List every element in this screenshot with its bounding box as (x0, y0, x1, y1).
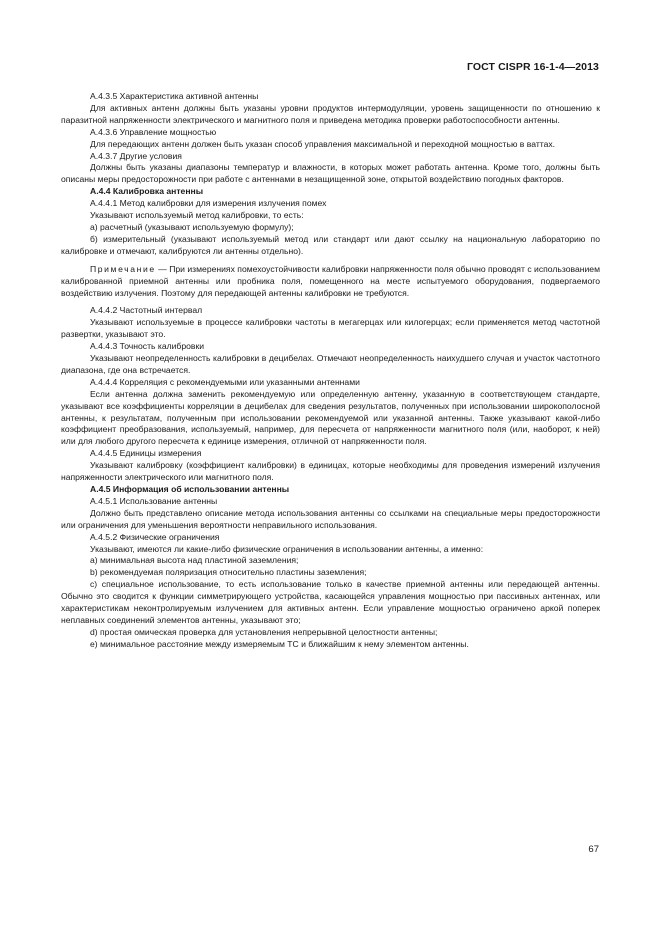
paragraph: А.4.5.1 Использование антенны (90, 495, 218, 506)
note-label: Примечание (90, 263, 156, 274)
section-heading: А.4.5 Информация об использовании антенны (90, 484, 290, 494)
section-heading: А.4.4 Калибровка антенны (90, 186, 204, 197)
paragraph: Указывают неопределенность калибровки в децибелах. Отмечают неопределенность наихудшего случая и участок частотного диапазона, где она встречается. (61, 353, 600, 375)
paragraph: Если антенна должна заменить рекомендуемую или определенную антенну, указанную в соответствующем стандарте, указывают все коэффициенты корреляции в децибелах для сведения результатов, полученных при использовании широкополосной антенны, к результатам, полученным при использовании рекомендуемой или указанной антенны. Также указывают какой-либо коэффициент преобразования, используемый, например, для пересчета от напряженности магнитного поля (или, наоборот, к ней) или для любого другого пересчета к единице измерения, отличной от напряженности поля. (61, 388, 600, 447)
paragraph: А.4.3.6 Управление мощностью (90, 126, 217, 137)
paragraph: с) специальное использование, то есть использование только в качестве приемной антенны или передающей антенны. Обычно это сводится к функции симметрирующего устройства, касающейся управления мощностью при пассивных антеннах, или характеристикам неконтролируемым излучением для активных антенн. Если управление мощностью ограничено аркой поперек неплавных соединений элементов антенны, указывают это; (61, 579, 600, 625)
paragraph: d) простая омическая проверка для установления непрерывной целостности антенны; (90, 626, 438, 637)
note-text: — При измерениях помехоустойчивости калибровки напряженности поля обычно проводят с использованием калиброванной приемной антенны или пробника поля, помещенного на месте испытуемого оборудования, подвергаемого воздействию излучения. Поэтому для передающей антенны калибровки не требуются. (61, 263, 600, 298)
paragraph: а) минимальная высота над пластиной заземления; (90, 555, 299, 566)
paragraph: А.4.4.4 Корреляция с рекомендуемыми или указанными антеннами (90, 376, 360, 387)
paragraph: А.4.5.2 Физические ограничения (90, 531, 220, 542)
paragraph: А.4.3.5 Характеристика активной антенны (90, 91, 259, 101)
paragraph: Указывают используемые в процессе калибровки частоты в мегагерцах или килогерцах; если применяется метод частотной развертки, указывают это. (61, 317, 600, 340)
page-number: 67 (588, 844, 599, 855)
paragraph: А.4.4.3 Точность калибровки (90, 341, 205, 352)
paragraph: А.4.4.5 Единицы измерения (90, 448, 202, 459)
paragraph: Должно быть представлено описание метода использования антенны со ссылками на специальные меры предосторожности или ограничения для уменьшения вероятности неправильного использования. (61, 507, 600, 530)
paragraph: А.4.4.1 Метод калибровки для измерения излучения помех (90, 198, 327, 209)
note-paragraph (61, 264, 600, 300)
paragraph: Для передающих антенн должен быть указан способ управления максимальной и переходной мощностью в ваттах. (90, 138, 556, 149)
paragraph: Должны быть указаны диапазоны температур и влажности, в которых может работать антенна. Кроме того, должны быть описаны меры предосторожности при работе с антеннами в незащищенной зоне, открытой воздействию погодных факторов. (61, 162, 600, 185)
document-body (61, 91, 600, 651)
paragraph: е) минимальное расстояние между измеряемым ТС и ближайшим к нему элементом антенны. (90, 638, 469, 649)
paragraph: б) измерительный (указывают используемый метод или стандарт или дают ссылку на национальную лабораторию по калибровке и отмечают, калибруются ли антенны отдельно). (61, 233, 600, 256)
paragraph: Указывают используемый метод калибровки, то есть: (90, 210, 304, 221)
paragraph: b) рекомендуемая поляризация относительно пластины заземления; (90, 567, 367, 578)
paragraph: Для активных антенн должны быть указаны уровни продуктов интермодуляции, уровень защищенности по отношению к паразитной напряженности электрического и магнитного поля и приведена методика проверки работоспособности антенны. (61, 102, 600, 125)
document-header: ГОСТ CISPR 16-1-4—2013 (466, 61, 599, 73)
paragraph: Указывают калибровку (коэффициент калибровки) в единицах, которые необходимы для проведения измерений излучения напряженности электрического или магнитного поля. (61, 460, 600, 483)
paragraph: а) расчетный (указывают используемую формулу); (90, 221, 294, 232)
paragraph: А.4.4.2 Частотный интервал (90, 305, 203, 316)
paragraph: Указывают, имеются ли какие-либо физические ограничения в использовании антенны, а именно: (90, 543, 484, 554)
paragraph: А.4.3.7 Другие условия (90, 150, 182, 161)
